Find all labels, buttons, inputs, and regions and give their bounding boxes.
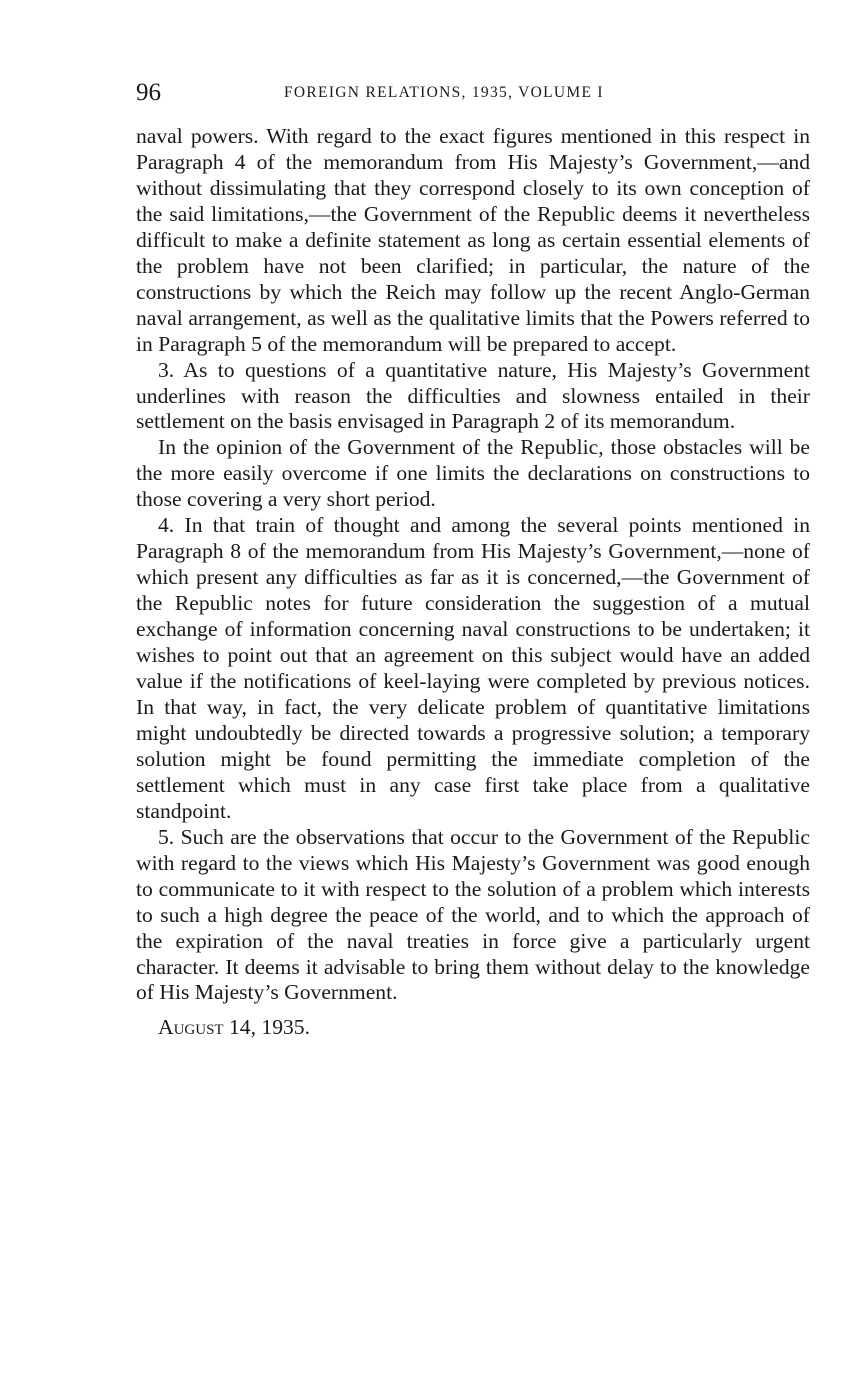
dateline-day-year: 14, 1935.: [223, 1015, 310, 1040]
paragraph-continued: naval powers. With regard to the exact figures mentioned in this respect in Paragraph 4 of the memorandum from His Majesty’s Government,—and without dissimulating that they correspond closely to its own conception of the said limitations,—the Government of the Republic deems it nevertheless difficult to make a definite statement as long as certain essential elements of the problem have not been clarified; in particular, the nature of the constructions by which the Reich may follow up the recent Anglo-German naval arrangement, as well as the qualitative limits that the Powers referred to in Paragraph 5 of the memorandum will be prepared to accept.: [136, 124, 810, 356]
dateline: [136, 1015, 810, 1041]
page-header: [136, 76, 811, 110]
document-body: [136, 124, 810, 1041]
page-number: 96: [136, 79, 161, 106]
dateline-month: August: [158, 1015, 224, 1040]
paragraph-5: 5. Such are the observations that occur to the Government of the Republic with regard to the views which His Majesty’s Government was good enough to communicate to it with respect to the solution of a problem which interests to such a high degree the peace of the world, and to which the approach of the expiration of the naval treaties in force give a particularly urgent character. It deems it advisable to bring them without delay to the knowledge of His Majesty’s Government.: [136, 824, 810, 1005]
paragraph-3: 3. As to questions of a quantitative nature, His Majesty’s Government underlines with reason the difficulties and slowness entailed in their settlement on the basis envisaged in Paragraph 2 of its memorandum.: [136, 357, 810, 434]
paragraph-4: 4. In that train of thought and among the several points mentioned in Paragraph 8 of the memorandum from His Majesty’s Government,—none of which present any difficulties as far as it is concerned,—the Government of the Republic notes for future consideration the suggestion of a mutual exchange of information concerning naval constructions to be undertaken; it wishes to point out that an agreement on this subject would have an added value if the notifications of keel-laying were completed by previous notices. In that way, in fact, the very delicate problem of quantitative limitations might undoubtedly be directed towards a progressive solution; a temporary solution might be found permitting the immediate completion of the settlement which must in any case first take place from a qualitative standpoint.: [136, 513, 810, 823]
running-head: FOREIGN RELATIONS, 1935, VOLUME I: [284, 84, 604, 101]
paragraph-opinion: In the opinion of the Government of the Republic, those obstacles will be the more easily overcome if one limits the declarations on constructions to those covering a very short period.: [136, 435, 810, 512]
